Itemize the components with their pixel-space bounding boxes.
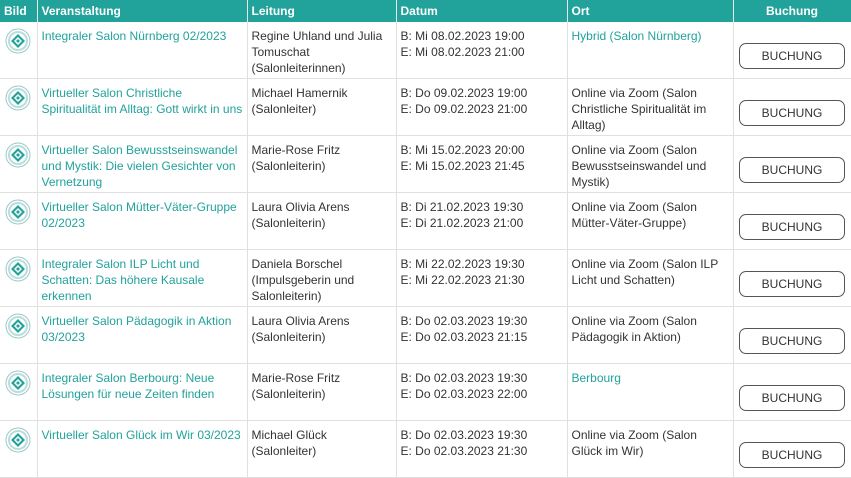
table-row (0, 364, 851, 421)
salon-logo-icon (5, 28, 31, 54)
buchung-cell (733, 307, 851, 364)
buchung-cell (733, 364, 851, 421)
image-cell (0, 307, 37, 364)
image-cell (0, 193, 37, 250)
buchung-cell (733, 193, 851, 250)
salon-logo-icon (5, 256, 31, 282)
start-date: B: Do 02.03.2023 19:30 (400, 371, 528, 385)
leitung-cell (247, 421, 396, 478)
ort-cell (567, 307, 733, 364)
header-leitung: Leitung (247, 0, 396, 22)
salon-logo-icon (5, 142, 31, 168)
end-date: E: Do 02.03.2023 21:15 (400, 330, 528, 344)
datum-cell (396, 79, 567, 136)
booking-button[interactable]: BUCHUNG (739, 214, 845, 240)
image-cell (0, 421, 37, 478)
header-bild: Bild (0, 0, 37, 22)
ort-cell (567, 22, 733, 79)
table-row (0, 421, 851, 478)
buchung-cell (733, 136, 851, 193)
image-cell (0, 250, 37, 307)
header-veranstaltung: Veranstaltung (37, 0, 247, 22)
table-header-row (0, 0, 851, 22)
buchung-cell (733, 22, 851, 79)
leitung-text: Daniela Borschel (Impulsgeberin und Salonleiterin) (251, 257, 355, 303)
start-date: B: Mi 22.02.2023 19:30 (400, 257, 525, 271)
header-datum: Datum (396, 0, 567, 22)
leitung-text: Laura Olivia Arens (Salonleiterin) (251, 200, 350, 230)
image-cell (0, 364, 37, 421)
event-cell (37, 250, 247, 307)
datum-cell (396, 421, 567, 478)
header-buchung: Buchung (733, 0, 851, 22)
table-row (0, 22, 851, 79)
leitung-text: Laura Olivia Arens (Salonleiterin) (251, 314, 350, 344)
salon-logo-icon (5, 313, 31, 339)
event-cell (37, 307, 247, 364)
ort-cell (567, 79, 733, 136)
datum-cell (396, 136, 567, 193)
start-date: B: Mi 15.02.2023 20:00 (400, 143, 525, 157)
image-cell (0, 22, 37, 79)
ort-cell (567, 136, 733, 193)
booking-button[interactable]: BUCHUNG (739, 100, 845, 126)
location-text: Online via Zoom (Salon Pädagogik in Aktion) (571, 314, 697, 344)
leitung-cell (247, 364, 396, 421)
buchung-cell (733, 79, 851, 136)
leitung-text: Michael Glück (Salonleiter) (251, 428, 327, 458)
event-title-link[interactable]: Virtueller Salon Christliche Spiritualität im Alltag: Gott wirkt in uns (41, 86, 243, 116)
table-row (0, 136, 851, 193)
event-title-link[interactable]: Integraler Salon Berbourg: Neue Lösungen für neue Zeiten finden (41, 371, 215, 401)
booking-button[interactable]: BUCHUNG (739, 442, 845, 468)
event-cell (37, 79, 247, 136)
ort-cell (567, 250, 733, 307)
table-row (0, 193, 851, 250)
leitung-text: Michael Hamernik (Salonleiter) (251, 86, 348, 116)
datum-cell (396, 364, 567, 421)
location-text: Online via Zoom (Salon Christliche Spiritualität im Alltag) (571, 86, 707, 132)
booking-button[interactable]: BUCHUNG (739, 385, 845, 411)
event-title-link[interactable]: Virtueller Salon Bewusstseinswandel und Mystik: Die vielen Gesichter von Vernetzung (41, 143, 238, 189)
end-date: E: Do 02.03.2023 21:30 (400, 444, 528, 458)
event-cell (37, 22, 247, 79)
end-date: E: Mi 15.02.2023 21:45 (400, 159, 525, 173)
salon-logo-icon (5, 370, 31, 396)
location-text: Online via Zoom (Salon Bewusstseinswandel und Mystik) (571, 143, 707, 189)
event-title-link[interactable]: Integraler Salon ILP Licht und Schatten: Das höhere Kausale erkennen (41, 257, 205, 303)
buchung-cell (733, 421, 851, 478)
event-cell (37, 193, 247, 250)
leitung-text: Regine Uhland und Julia Tomuschat (Salonleiterinnen) (251, 29, 383, 75)
leitung-text: Marie-Rose Fritz (Salonleiterin) (251, 371, 341, 401)
event-cell (37, 136, 247, 193)
booking-button[interactable]: BUCHUNG (739, 43, 845, 69)
buchung-cell (733, 250, 851, 307)
start-date: B: Do 02.03.2023 19:30 (400, 314, 528, 328)
leitung-cell (247, 22, 396, 79)
leitung-cell (247, 136, 396, 193)
datum-cell (396, 193, 567, 250)
end-date: E: Mi 22.02.2023 21:30 (400, 273, 525, 287)
event-title-link[interactable]: Virtueller Salon Pädagogik in Aktion 03/2023 (41, 314, 232, 344)
location-text: Online via Zoom (Salon Glück im Wir) (571, 428, 697, 458)
image-cell (0, 136, 37, 193)
event-cell (37, 421, 247, 478)
end-date: E: Di 21.02.2023 21:00 (400, 216, 524, 230)
leitung-text: Marie-Rose Fritz (Salonleiterin) (251, 143, 341, 173)
leitung-cell (247, 193, 396, 250)
image-cell (0, 79, 37, 136)
salon-logo-icon (5, 85, 31, 111)
salon-logo-icon (5, 199, 31, 225)
datum-cell (396, 307, 567, 364)
end-date: E: Mi 08.02.2023 21:00 (400, 45, 525, 59)
location-link[interactable]: Hybrid (Salon Nürnberg) (571, 29, 702, 43)
datum-cell (396, 250, 567, 307)
datum-cell (396, 22, 567, 79)
location-text: Online via Zoom (Salon Mütter-Väter-Gruppe) (571, 200, 697, 230)
booking-button[interactable]: BUCHUNG (739, 271, 845, 297)
event-title-link[interactable]: Virtueller Salon Glück im Wir 03/2023 (41, 428, 241, 442)
leitung-cell (247, 79, 396, 136)
start-date: B: Di 21.02.2023 19:30 (400, 200, 524, 214)
booking-button[interactable]: BUCHUNG (739, 328, 845, 354)
leitung-cell (247, 307, 396, 364)
start-date: B: Do 09.02.2023 19:00 (400, 86, 528, 100)
ort-cell (567, 421, 733, 478)
ort-cell (567, 193, 733, 250)
ort-cell (567, 364, 733, 421)
leitung-cell (247, 250, 396, 307)
end-date: E: Do 02.03.2023 22:00 (400, 387, 528, 401)
table-row (0, 79, 851, 136)
salon-logo-icon (5, 427, 31, 453)
start-date: B: Mi 08.02.2023 19:00 (400, 29, 525, 43)
end-date: E: Do 09.02.2023 21:00 (400, 102, 528, 116)
booking-button[interactable]: BUCHUNG (739, 157, 845, 183)
event-title-link[interactable]: Virtueller Salon Mütter-Väter-Gruppe 02/2023 (41, 200, 237, 230)
table-row (0, 307, 851, 364)
location-link[interactable]: Berbourg (571, 371, 621, 385)
table-row (0, 250, 851, 307)
event-title-link[interactable]: Integraler Salon Nürnberg 02/2023 (41, 29, 227, 43)
event-cell (37, 364, 247, 421)
start-date: B: Do 02.03.2023 19:30 (400, 428, 528, 442)
header-ort: Ort (567, 0, 733, 22)
location-text: Online via Zoom (Salon ILP Licht und Schatten) (571, 257, 719, 287)
